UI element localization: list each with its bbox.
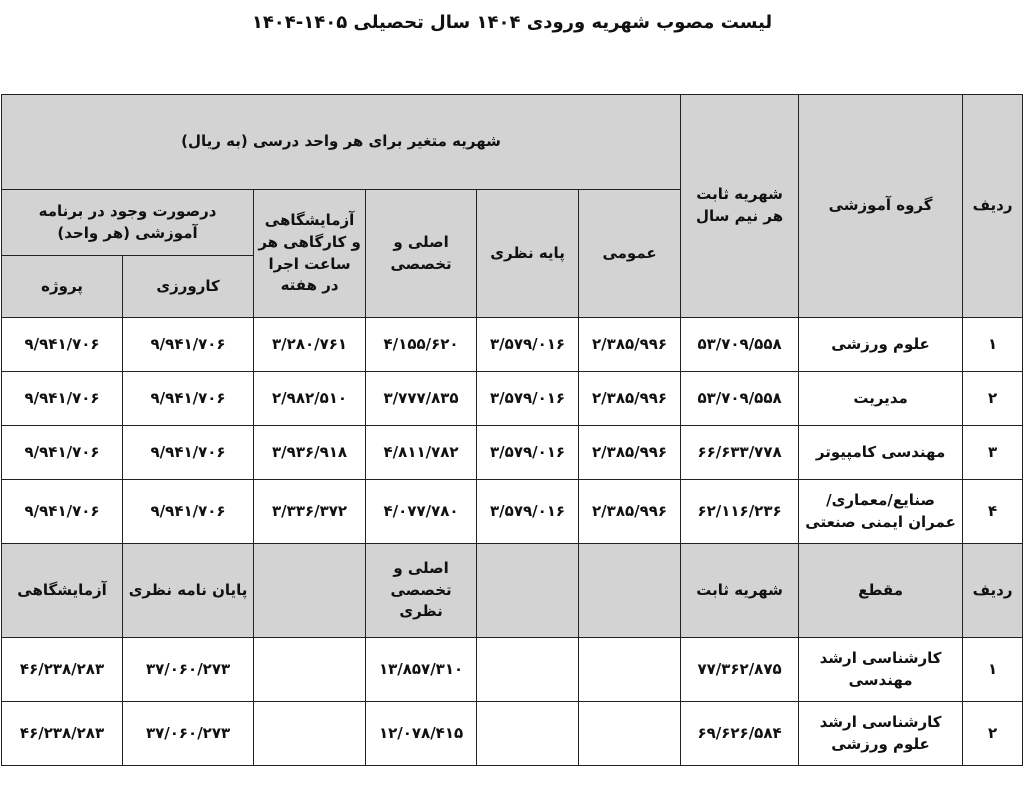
row-number: ۲ — [963, 372, 1023, 426]
row-base: ۳/۵۷۹/۰۱۶ — [477, 426, 579, 480]
header-general: عمومی — [579, 190, 681, 318]
row-fixed: ۶۹/۶۲۶/۵۸۴ — [681, 702, 799, 766]
row-general: ۲/۳۸۵/۹۹۶ — [579, 426, 681, 480]
row-number: ۲ — [963, 702, 1023, 766]
row-number: ۳ — [963, 426, 1023, 480]
table-row — [2, 372, 1023, 426]
header-row-number: ردیف — [963, 95, 1023, 318]
row-internship: ۹/۹۴۱/۷۰۶ — [123, 318, 254, 372]
row-fixed: ۶۶/۶۳۳/۷۷۸ — [681, 426, 799, 480]
row-lab: ۳/۹۳۶/۹۱۸ — [254, 426, 366, 480]
empty-cell — [254, 638, 366, 702]
header2-level: مقطع — [799, 544, 963, 638]
row-project: ۹/۹۴۱/۷۰۶ — [2, 480, 123, 544]
empty-cell — [579, 702, 681, 766]
header2-fixed: شهریه ثابت — [681, 544, 799, 638]
row-fixed: ۵۳/۷۰۹/۵۵۸ — [681, 318, 799, 372]
row-main: ۴/۸۱۱/۷۸۲ — [366, 426, 477, 480]
empty-cell — [477, 702, 579, 766]
header2-empty-cell — [254, 544, 366, 638]
table-row — [2, 318, 1023, 372]
table-row — [2, 638, 1023, 702]
row-group: صنایع/معماری/عمران ایمنی صنعتی — [799, 480, 963, 544]
row-main-theory: ۱۲/۰۷۸/۴۱۵ — [366, 702, 477, 766]
row-group: مدیریت — [799, 372, 963, 426]
row-lab: ۲/۹۸۲/۵۱۰ — [254, 372, 366, 426]
row-lab: ۴۶/۲۳۸/۲۸۳ — [2, 702, 123, 766]
tuition-table — [1, 94, 1023, 766]
page-title: لیست مصوب شهریه ورودی ۱۴۰۴ سال تحصیلی ۱۴۰۵-۱۴۰۴ — [251, 12, 773, 33]
header-internship: کارورزی — [123, 256, 254, 318]
row-number: ۱ — [963, 318, 1023, 372]
row-internship: ۹/۹۴۱/۷۰۶ — [123, 372, 254, 426]
row-base: ۳/۵۷۹/۰۱۶ — [477, 318, 579, 372]
header-fixed-tuition: شهریه ثابت هر نیم سال — [681, 95, 799, 318]
header2-row-number: ردیف — [963, 544, 1023, 638]
row-general: ۲/۳۸۵/۹۹۶ — [579, 372, 681, 426]
header-variable-tuition: شهریه متغیر برای هر واحد درسی (به ریال) — [2, 95, 681, 190]
row-base: ۳/۵۷۹/۰۱۶ — [477, 480, 579, 544]
row-lab: ۳/۲۸۰/۷۶۱ — [254, 318, 366, 372]
row-lab: ۴۶/۲۳۸/۲۸۳ — [2, 638, 123, 702]
row-project: ۹/۹۴۱/۷۰۶ — [2, 318, 123, 372]
header-program: درصورت وجود در برنامه آموزشی (هر واحد) — [2, 190, 254, 256]
header-project: پروژه — [2, 256, 123, 318]
row-general: ۲/۳۸۵/۹۹۶ — [579, 318, 681, 372]
header-base-theory: پایه نظری — [477, 190, 579, 318]
row-base: ۳/۵۷۹/۰۱۶ — [477, 372, 579, 426]
row-group: مهندسی کامپیوتر — [799, 426, 963, 480]
row-project: ۹/۹۴۱/۷۰۶ — [2, 372, 123, 426]
header-group: گروه آموزشی — [799, 95, 963, 318]
row-fixed: ۶۲/۱۱۶/۲۳۶ — [681, 480, 799, 544]
header2-lab: آزمایشگاهی — [2, 544, 123, 638]
row-thesis: ۳۷/۰۶۰/۲۷۳ — [123, 638, 254, 702]
header-main-specialized: اصلی و تخصصی — [366, 190, 477, 318]
row-fixed: ۷۷/۳۶۲/۸۷۵ — [681, 638, 799, 702]
row-main-theory: ۱۳/۸۵۷/۳۱۰ — [366, 638, 477, 702]
row-main: ۳/۷۷۷/۸۳۵ — [366, 372, 477, 426]
row-fixed: ۵۳/۷۰۹/۵۵۸ — [681, 372, 799, 426]
empty-cell — [254, 702, 366, 766]
header-lab-workshop: آزمایشگاهی و کارگاهی هر ساعت اجرا در هفته — [254, 190, 366, 318]
row-level: کارشناسی ارشد علوم ورزشی — [799, 702, 963, 766]
section2-header-row — [2, 544, 1023, 638]
table-row — [2, 702, 1023, 766]
empty-cell — [477, 638, 579, 702]
header2-thesis: پایان نامه نظری — [123, 544, 254, 638]
header2-main-theory: اصلی و تخصصی نظری — [366, 544, 477, 638]
empty-cell — [579, 638, 681, 702]
table-row — [2, 480, 1023, 544]
row-thesis: ۳۷/۰۶۰/۲۷۳ — [123, 702, 254, 766]
header2-empty-cell — [477, 544, 579, 638]
row-internship: ۹/۹۴۱/۷۰۶ — [123, 426, 254, 480]
row-internship: ۹/۹۴۱/۷۰۶ — [123, 480, 254, 544]
row-number: ۴ — [963, 480, 1023, 544]
row-main: ۴/۰۷۷/۷۸۰ — [366, 480, 477, 544]
row-level: کارشناسی ارشد مهندسی — [799, 638, 963, 702]
row-lab: ۳/۳۳۶/۳۷۲ — [254, 480, 366, 544]
header2-empty-cell — [579, 544, 681, 638]
row-project: ۹/۹۴۱/۷۰۶ — [2, 426, 123, 480]
row-general: ۲/۳۸۵/۹۹۶ — [579, 480, 681, 544]
table-row — [2, 426, 1023, 480]
row-number: ۱ — [963, 638, 1023, 702]
row-group: علوم ورزشی — [799, 318, 963, 372]
row-main: ۴/۱۵۵/۶۲۰ — [366, 318, 477, 372]
